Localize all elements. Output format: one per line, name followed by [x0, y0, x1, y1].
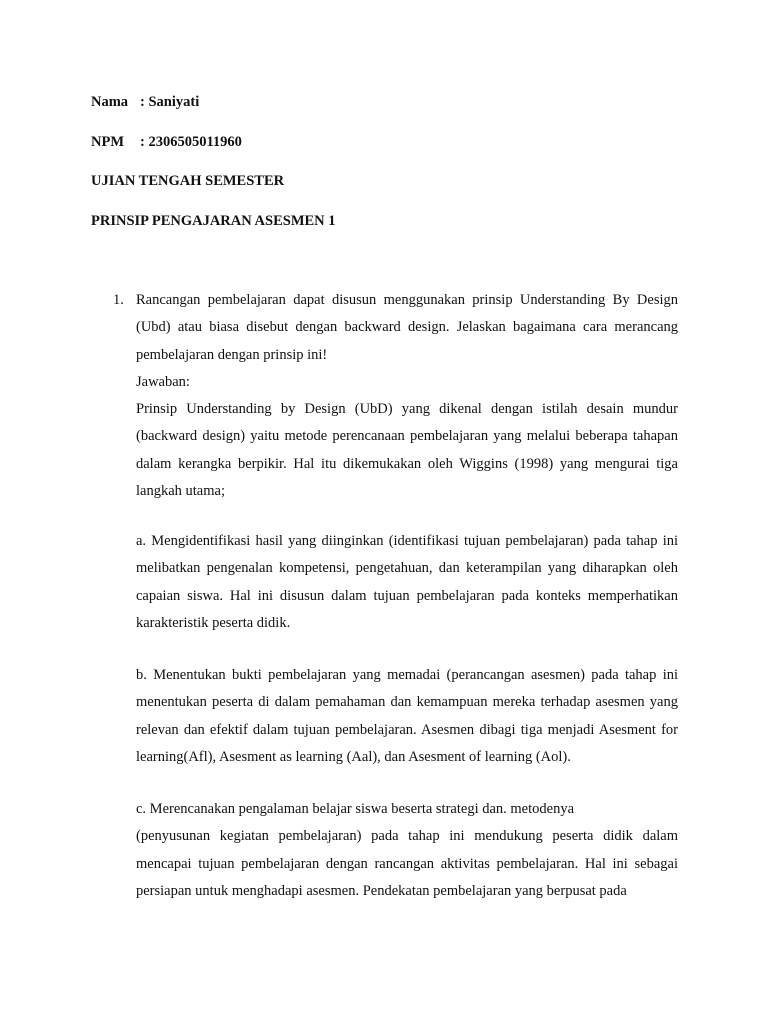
student-name-line: [91, 93, 199, 111]
name-value: : Saniyati: [140, 94, 200, 110]
name-label: Nama: [91, 94, 129, 110]
point-c-first-line: c. Merencanakan pengalaman belajar siswa beserta strategi dan. metodenya: [136, 801, 575, 817]
point-c-text: (penyusunan kegiatan pembelajaran) pada tahap ini mendukung peserta didik dalam mencapai tujuan pembelajaran dengan rancangan aktivitas pembelajaran. Hal ini sebagai persiapan untuk menghadapi asesmen. Pendekatan pembelajaran yang berpusat pada: [136, 828, 678, 899]
answer-point-b: [136, 662, 678, 771]
answer-intro: Prinsip Understanding by Design (UbD) yang dikenal dengan istilah desain mundur (backward design) yaitu metode perencanaan pembelajaran yang melalui beberapa tahapan dalam kerangka berpikir. Hal itu dikemukakan oleh Wiggins (1998) yang mengurai tiga langkah utama;: [136, 401, 678, 500]
student-npm-line: [91, 133, 242, 151]
answer-label: Jawaban:: [136, 373, 190, 390]
course-title: PRINSIP PENGAJARAN ASESMEN 1: [91, 213, 336, 229]
question-number: 1.: [113, 292, 124, 308]
npm-value: : 2306505011960: [140, 134, 242, 150]
question-block: [136, 287, 678, 505]
exam-title: UJIAN TENGAH SEMESTER: [91, 173, 285, 189]
answer-point-a: [136, 528, 678, 637]
answer-point-c: [136, 796, 678, 905]
point-b-text: b. Menentukan bukti pembelajaran yang memadai (perancangan asesmen) pada tahap ini menentukan peserta di dalam pemahaman dan kemampuan mereka terhadap asesmen yang relevan dan efektif dalam tujuan pembelajaran. Asesmen dibagi tiga menjadi Asesment for learning(Afl), Asesment as learning (Aal), dan Asesment of learning (Aol).: [136, 667, 678, 765]
question-text: Rancangan pembelajaran dapat disusun menggunakan prinsip Understanding By Design (Ubd) atau biasa disebut dengan backward design. Jelaskan bagaimana cara merancang pembelajaran dengan prinsip ini!: [136, 292, 678, 363]
point-a-text: a. Mengidentifikasi hasil yang diinginkan (identifikasi tujuan pembelajaran) pada tahap ini melibatkan pengenalan kompetensi, pengetahuan, dan keterampilan yang diharapkan oleh capaian siswa. Hal ini disusun dalam tujuan pembelajaran pada konteks memperhatikan karakteristik peserta didik.: [136, 533, 678, 631]
npm-label: NPM: [91, 134, 125, 150]
